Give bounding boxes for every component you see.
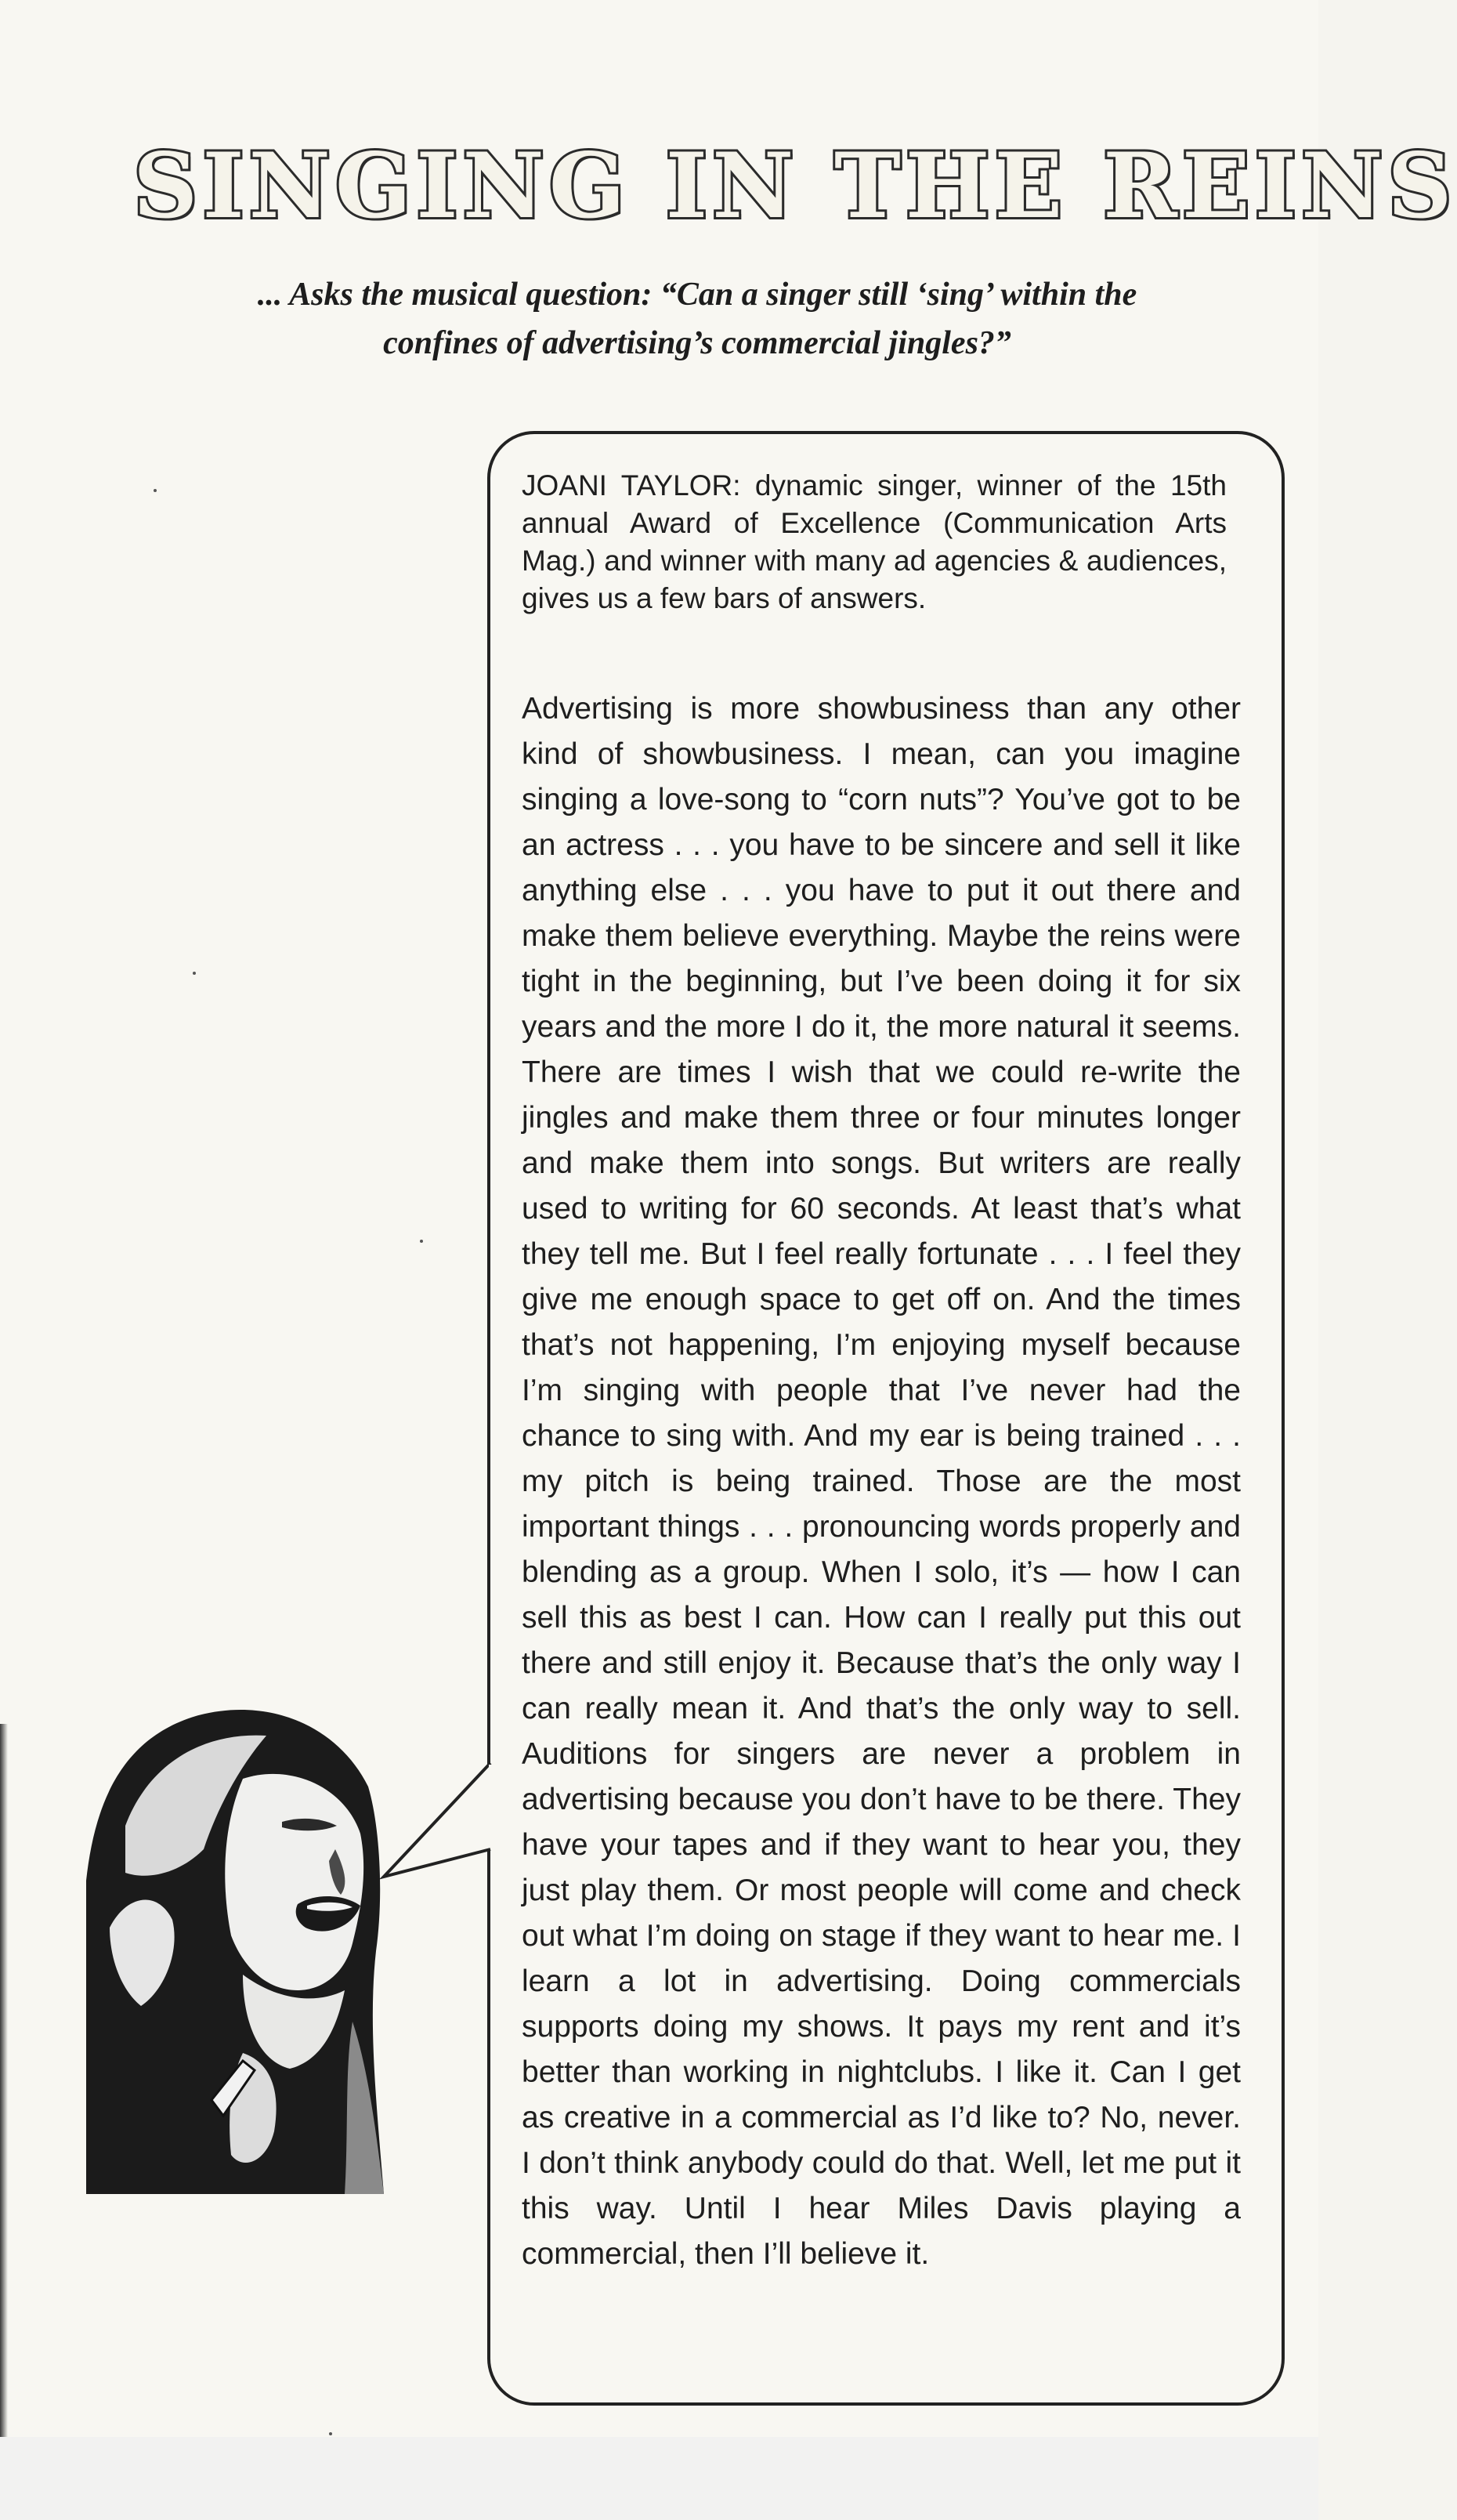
paper-speck — [193, 972, 196, 975]
intro-paragraph: JOANI TAYLOR: dynamic singer, winner of the 15th annual Award of Excellence (Communication Arts Mag.) and winner with many ad agencies & audiences, gives us a few bars of answers. — [522, 469, 1227, 614]
paper-speck — [420, 1240, 423, 1243]
paper-speck — [154, 489, 157, 492]
singer-portrait-icon — [86, 1693, 384, 2194]
paper-speck — [329, 2432, 332, 2435]
speech-bubble-tail — [368, 1740, 501, 1896]
page-title: SINGING IN THE REINS — [133, 133, 1457, 238]
subtitle: ... Asks the musical question: “Can a singer still ‘sing’ within the confines of advertising’s commercial jingles?” — [257, 277, 1137, 361]
scan-edge-shadow — [0, 1724, 8, 2437]
body-paragraph: Advertising is more showbusiness than any other kind of showbusiness. I mean, can you imagine singing a love-song to “corn nuts”? You’ve got to be an actress . . . you have to be sincere and sell it like anything else . . . you have to put it out there and make them believe everything. Maybe the reins were tight in the beginning, but I’ve been doing it for six years and the more I do it, the more natural it seems. There are times I wish that we could re-write the jingles and make them three or four minutes longer and make them into songs. But writers are really used to writing for 60 seconds. At least that’s what they tell me. But I feel really fortunate . . . I feel they give me enough space to get off on. And the times that’s not happening, I’m enjoying myself because I’m singing with people that I’ve never had the chance to sing with. And my ear is being trained . . . my pitch is being trained. Those are the most important things . . . pronouncing words properly and blending as a group. When I solo, it’s — how I can sell this as best I can. How can I really put this out there and still enjoy it. Because that’s the only way I can really mean it. And that’s the only way to sell. Auditions for singers are never a problem in advertising because you don’t have to be there. They have your tapes and if they want to hear you, they just play them. Or most people will come and check out what I’m doing on stage if they want to hear me. I learn a lot in advertising. Doing commercials supports doing my shows. It pays my rent and it’s better than working in nightclubs. I like it. Can I get as creative in a commercial as I’d like to? No, never. I don’t think anybody could do that. Well, let me put it this way. Until I hear Miles Davis playing a commercial, then I’ll believe it. — [522, 692, 1241, 2271]
scan-margin — [0, 2437, 1318, 2520]
